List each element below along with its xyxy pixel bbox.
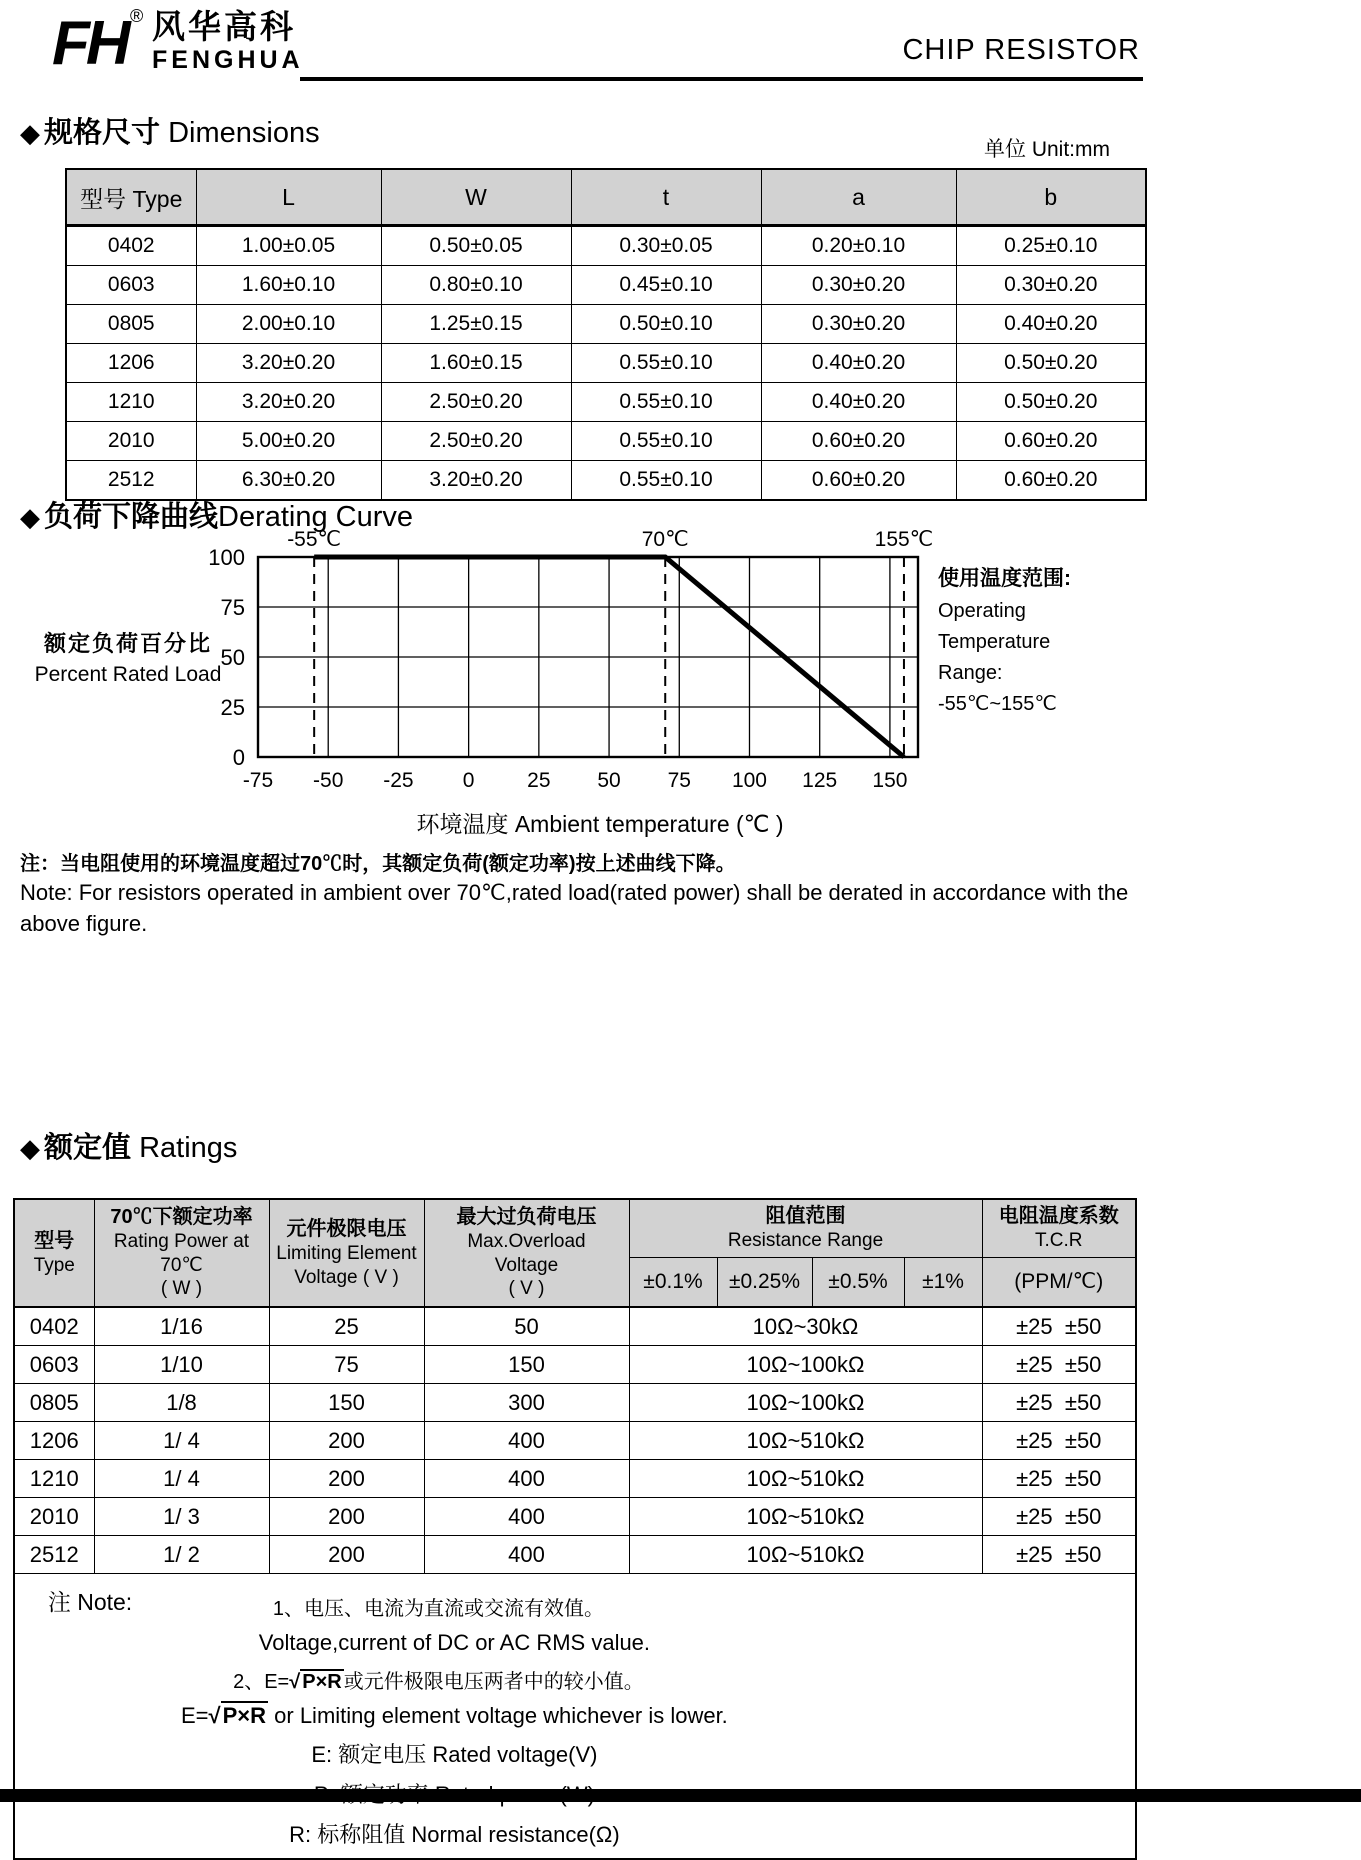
table-row: [66, 226, 1146, 266]
column-header-tolerance: ±1%: [904, 1258, 982, 1308]
table-row: [14, 1498, 1136, 1536]
note-item-2-en: E=√P×R or Limiting element voltage whichever is lower.: [181, 1703, 728, 1728]
table-cell: 400: [424, 1536, 629, 1574]
table-cell: 10Ω~30kΩ: [629, 1307, 982, 1346]
table-cell: 25: [269, 1307, 424, 1346]
table-cell: 1.25±0.15: [381, 305, 571, 344]
notes-label: 注 Note:: [47, 1589, 133, 1615]
table-row: [66, 422, 1146, 461]
table-cell: 0.55±0.10: [571, 422, 761, 461]
marker-label: -55℃: [287, 528, 342, 551]
table-cell: ±25 ±50: [982, 1422, 1136, 1460]
table-cell: 200: [269, 1498, 424, 1536]
column-header: t: [571, 169, 761, 226]
table-cell: 2512: [66, 461, 196, 501]
table-cell: ±25 ±50: [982, 1384, 1136, 1422]
table-cell: 10Ω~100kΩ: [629, 1384, 982, 1422]
table-cell: 300: [424, 1384, 629, 1422]
x-tick-label: -75: [242, 769, 274, 792]
table-cell: 0.55±0.10: [571, 461, 761, 501]
table-row: [14, 1384, 1136, 1422]
table-cell: 10Ω~510kΩ: [629, 1498, 982, 1536]
x-axis-title: 环境温度 Ambient temperature (℃ ): [416, 811, 784, 837]
derating-title-cn: 负荷下降曲线: [44, 501, 219, 533]
y-tick-label: 50: [220, 645, 245, 670]
table-cell: 3.20±0.20: [196, 344, 381, 383]
table-cell: 75: [269, 1346, 424, 1384]
table-cell: ±25 ±50: [982, 1536, 1136, 1574]
dimensions-title-cn: 规格尺寸: [44, 117, 161, 149]
column-header-tolerance: ±0.1%: [629, 1258, 717, 1308]
ratings-header-row-1: [14, 1199, 1136, 1258]
note-def-e: E: 额定电压 Rated voltage(V): [311, 1742, 598, 1767]
column-header: L: [196, 169, 381, 226]
table-cell: 0.60±0.20: [956, 461, 1146, 501]
brand-name-cn: 风华高科: [152, 8, 296, 45]
table-cell: 0.50±0.05: [381, 226, 571, 266]
marker-label: 70℃: [641, 528, 689, 551]
table-cell: 0.40±0.20: [956, 305, 1146, 344]
table-cell: 0.50±0.10: [571, 305, 761, 344]
diamond-icon: ◆: [20, 502, 40, 532]
table-cell: 400: [424, 1422, 629, 1460]
table-cell: 0402: [14, 1307, 94, 1346]
table-cell: 0.20±0.10: [761, 226, 956, 266]
table-cell: 200: [269, 1422, 424, 1460]
y-tick-label: 75: [220, 595, 245, 620]
table-cell: 2.50±0.20: [381, 383, 571, 422]
table-cell: 3.20±0.20: [196, 383, 381, 422]
table-row: [66, 383, 1146, 422]
table-cell: 1/10: [94, 1346, 269, 1384]
dimensions-section-title: [20, 110, 320, 151]
table-cell: 0.30±0.20: [761, 305, 956, 344]
x-tick-label: 100: [731, 769, 768, 792]
table-row: [14, 1460, 1136, 1498]
table-cell: 5.00±0.20: [196, 422, 381, 461]
note-item-1-en: Voltage,current of DC or AC RMS value.: [258, 1630, 651, 1655]
notes-cell: [14, 1574, 1136, 1860]
table-row: [14, 1307, 1136, 1346]
range-note-line: Temperature: [938, 630, 1051, 653]
column-header-rating-power: 70℃下额定功率 Rating Power at 70℃ ( W ): [94, 1199, 269, 1307]
derating-chart: [180, 525, 950, 815]
table-cell: 2010: [66, 422, 196, 461]
table-cell: 1/ 4: [94, 1422, 269, 1460]
range-note-line: Operating: [938, 599, 1026, 622]
table-cell: 0.30±0.20: [761, 266, 956, 305]
table-cell: 150: [424, 1346, 629, 1384]
table-cell: 0.60±0.20: [956, 422, 1146, 461]
column-header: b: [956, 169, 1146, 226]
range-note-line: -55℃~155℃: [938, 692, 1057, 715]
ratings-section-title: [20, 1125, 237, 1166]
table-cell: 10Ω~510kΩ: [629, 1422, 982, 1460]
table-cell: 0603: [14, 1346, 94, 1384]
table-cell: 0.30±0.05: [571, 226, 761, 266]
y-tick-label: 100: [208, 545, 245, 570]
column-header-tcr-unit: (PPM/℃): [982, 1258, 1136, 1308]
operating-range-note: [938, 563, 1148, 720]
range-note-line: Range:: [938, 661, 1003, 684]
table-cell: 0402: [66, 226, 196, 266]
dimensions-title-en: Dimensions: [160, 117, 320, 149]
table-row: [14, 1422, 1136, 1460]
table-cell: 2512: [14, 1536, 94, 1574]
note-def-r: R: 标称阻值 Normal resistance(Ω): [289, 1822, 620, 1847]
table-cell: 1/ 2: [94, 1536, 269, 1574]
column-header-limiting-voltage: 元件极限电压 Limiting Element Voltage ( V ): [269, 1199, 424, 1307]
column-header: a: [761, 169, 956, 226]
table-cell: 1206: [14, 1422, 94, 1460]
unit-label: 单位 Unit:mm: [984, 138, 1110, 161]
table-cell: 200: [269, 1460, 424, 1498]
x-tick-label: 150: [872, 769, 908, 792]
table-row: [14, 1536, 1136, 1574]
table-cell: 50: [424, 1307, 629, 1346]
dimensions-table: [65, 168, 1147, 501]
page-footer-bar: [0, 1789, 1361, 1802]
table-cell: 1.00±0.05: [196, 226, 381, 266]
table-cell: 1/8: [94, 1384, 269, 1422]
table-cell: ±25 ±50: [982, 1307, 1136, 1346]
table-cell: 0.40±0.20: [761, 344, 956, 383]
notes-row: [14, 1574, 1136, 1860]
table-cell: 10Ω~100kΩ: [629, 1346, 982, 1384]
table-cell: 0.80±0.10: [381, 266, 571, 305]
table-cell: 1210: [66, 383, 196, 422]
note-item-1-cn: 1、电压、电流为直流或交流有效值。: [272, 1598, 604, 1620]
y-tick-label: 25: [220, 695, 245, 720]
column-header: 型号 Type: [66, 169, 196, 226]
derating-note: [20, 850, 1150, 940]
x-tick-label: 125: [802, 769, 838, 792]
table-row: [66, 344, 1146, 383]
x-tick-label: 50: [597, 769, 621, 792]
table-cell: 1/16: [94, 1307, 269, 1346]
column-header: W: [381, 169, 571, 226]
table-cell: 0.25±0.10: [956, 226, 1146, 266]
ratings-title-en: Ratings: [131, 1132, 238, 1164]
table-cell: 2.50±0.20: [381, 422, 571, 461]
table-cell: 1/ 4: [94, 1460, 269, 1498]
brand-name-en: FENGHUA: [152, 45, 304, 74]
x-tick-label: 0: [462, 769, 475, 792]
derating-note-en: Note: For resistors operated in ambient over 70℃,rated load(rated power) shall be derated in accordance with the above figure.: [20, 880, 1129, 936]
y-axis-label-en: Percent Rated Load: [34, 662, 222, 686]
y-axis-label-cn: 额定负荷百分比: [43, 631, 212, 656]
x-tick-label: -25: [383, 769, 414, 792]
table-cell: 0.30±0.20: [956, 266, 1146, 305]
registered-mark: ®: [130, 6, 144, 26]
table-cell: ±25 ±50: [982, 1498, 1136, 1536]
x-tick-label: -50: [313, 769, 344, 792]
table-row: [14, 1346, 1136, 1384]
table-cell: ±25 ±50: [982, 1460, 1136, 1498]
dimensions-header-row: [66, 169, 1146, 226]
table-cell: 200: [269, 1536, 424, 1574]
column-header-type: 型号 Type: [14, 1199, 94, 1307]
table-cell: 1210: [14, 1460, 94, 1498]
table-cell: 1.60±0.10: [196, 266, 381, 305]
table-cell: 0.60±0.20: [761, 461, 956, 501]
table-row: [66, 305, 1146, 344]
marker-label: 155℃: [874, 528, 934, 551]
column-header-tcr: 电阻温度系数 T.C.R: [982, 1199, 1136, 1258]
table-cell: 0805: [66, 305, 196, 344]
table-cell: 3.20±0.20: [381, 461, 571, 501]
table-cell: 0.55±0.10: [571, 383, 761, 422]
table-cell: 10Ω~510kΩ: [629, 1460, 982, 1498]
table-cell: 0.60±0.20: [761, 422, 956, 461]
table-row: [66, 266, 1146, 305]
table-cell: 10Ω~510kΩ: [629, 1536, 982, 1574]
y-tick-label: 0: [232, 745, 245, 770]
derating-note-cn: 注：当电阻使用的环境温度超过70℃时，其额定负荷(额定功率)按上述曲线下降。: [20, 853, 736, 875]
table-cell: 1.60±0.15: [381, 344, 571, 383]
column-header-tolerance: ±0.5%: [812, 1258, 904, 1308]
range-note-line: 使用温度范围:: [938, 567, 1071, 590]
ratings-table: [13, 1198, 1137, 1860]
x-tick-label: 75: [667, 769, 691, 792]
y-axis-label: [22, 628, 234, 690]
x-tick-label: 25: [527, 769, 551, 792]
table-cell: 2.00±0.10: [196, 305, 381, 344]
table-cell: ±25 ±50: [982, 1346, 1136, 1384]
table-cell: 0.50±0.20: [956, 383, 1146, 422]
table-cell: 6.30±0.20: [196, 461, 381, 501]
brand-block: [152, 10, 304, 73]
table-cell: 0.45±0.10: [571, 266, 761, 305]
ratings-title-cn: 额定值: [44, 1132, 132, 1164]
table-cell: 1206: [66, 344, 196, 383]
note-item-2-cn: 2、E=√ P×R 或元件极限电压两者中的较小值。: [233, 1671, 644, 1693]
table-cell: 400: [424, 1460, 629, 1498]
logo-mark-text: FH: [52, 9, 127, 78]
column-header-max-overload: 最大过负荷电压 Max.Overload Voltage ( V ): [424, 1199, 629, 1307]
column-header-tolerance: ±0.25%: [717, 1258, 812, 1308]
table-cell: 2010: [14, 1498, 94, 1536]
table-cell: 150: [269, 1384, 424, 1422]
column-header-resistance-range: 阻值范围 Resistance Range: [629, 1199, 982, 1258]
derating-title-en: Derating Curve: [218, 501, 414, 533]
diamond-icon: ◆: [20, 118, 40, 148]
table-cell: 0.40±0.20: [761, 383, 956, 422]
table-cell: 0603: [66, 266, 196, 305]
document-title: CHIP RESISTOR: [902, 34, 1140, 66]
table-cell: 0.55±0.10: [571, 344, 761, 383]
table-cell: 400: [424, 1498, 629, 1536]
table-cell: 0805: [14, 1384, 94, 1422]
diamond-icon: ◆: [20, 1133, 40, 1163]
fenghua-logo-icon: [50, 4, 150, 83]
header-rule: [300, 77, 1143, 81]
table-cell: 0.50±0.20: [956, 344, 1146, 383]
table-cell: 1/ 3: [94, 1498, 269, 1536]
